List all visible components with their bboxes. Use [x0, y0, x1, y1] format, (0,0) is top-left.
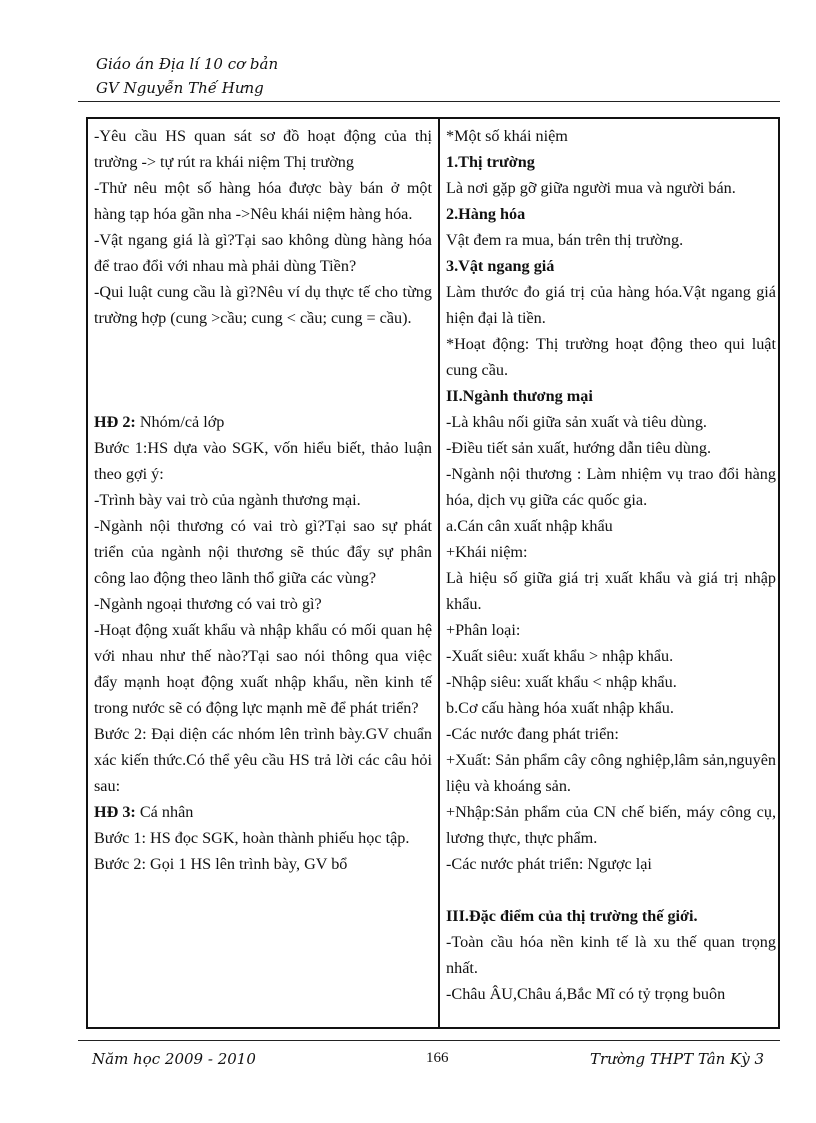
heading-trade: II.Ngành thương mại	[446, 387, 593, 405]
hd2-heading: HĐ 2: Nhóm/cả lớp	[94, 413, 225, 431]
trade-line-1: -Là khâu nối giữa sản xuất và tiêu dùng.	[446, 413, 707, 431]
header-rule	[78, 101, 780, 102]
footer-school: Trường THPT Tân Kỳ 3	[590, 1050, 765, 1068]
page-header	[96, 52, 278, 100]
trade-line-2: -Điều tiết sản xuất, hướng dẫn tiêu dùng.	[446, 439, 712, 457]
trade-line-4: a.Cán cân xuất nhập khẩu	[446, 517, 613, 535]
world-line-2: -Châu ÂU,Châu á,Bắc Mĩ có tỷ trọng buôn	[446, 985, 726, 1003]
spacer	[446, 877, 776, 903]
trade-line-13: +Nhập:Sản phẩm của CN chế biến, máy công cụ, lương thực, thực phẩm.	[446, 803, 776, 847]
heading-equivalent: 3.Vật ngang giá	[446, 257, 555, 275]
heading-goods: 2.Hàng hóa	[446, 205, 526, 223]
page-number: 166	[426, 1050, 449, 1066]
concepts-intro: *Một số khái niệm	[446, 127, 568, 145]
trade-line-7: +Phân loại:	[446, 621, 521, 639]
trade-line-5: +Khái niệm:	[446, 543, 528, 561]
left-para-5: Bước 1:HS dựa vào SGK, vốn hiểu biết, thảo luận theo gợi ý:	[94, 439, 432, 483]
trade-line-12: +Xuất: Sản phẩm cây công nghiệp,lâm sản,nguyên liệu và khoáng sản.	[446, 751, 776, 795]
left-para-10: Bước 2: Đại diện các nhóm lên trình bày.GV chuẩn xác kiến thức.Có thể yêu cầu HS trả lời các câu hỏi sau:	[94, 725, 432, 795]
left-para-9: -Hoạt động xuất khẩu và nhập khẩu có mối quan hệ với nhau như thế nào?Tại sao nói thông qua việc đẩy mạnh hoạt động xuất nhập khẩu, nền kinh tế trong nước sẽ có động lực mạnh mẽ để phát triển?	[94, 621, 432, 717]
hd3-heading: HĐ 3: Cá nhân	[94, 803, 194, 821]
left-para-12: Bước 2: Gọi 1 HS lên trình bày, GV bổ	[94, 855, 348, 873]
market-def: Là nơi gặp gỡ giữa người mua và người bán.	[446, 179, 736, 197]
trade-line-6: Là hiệu số giữa giá trị xuất khẩu và giá trị nhập khẩu.	[446, 569, 776, 613]
goods-def: Vật đem ra mua, bán trên thị trường.	[446, 231, 684, 249]
heading-market: 1.Thị trường	[446, 153, 535, 171]
left-para-4: -Qui luật cung cầu là gì?Nêu ví dụ thực tế cho từng trường hợp (cung >cầu; cung < cầu; cung = cầu).	[94, 283, 432, 327]
left-para-11: Bước 1: HS đọc SGK, hoàn thành phiếu học tập.	[94, 829, 410, 847]
footer-school-year: Năm học 2009 - 2010	[92, 1050, 256, 1068]
market-activity: *Hoạt động: Thị trường hoạt động theo qui luật cung cầu.	[446, 335, 776, 379]
spacer	[94, 331, 432, 409]
left-para-1: -Yêu cầu HS quan sát sơ đồ hoạt động của thị trường -> tự rút ra khái niệm Thị trường	[94, 127, 432, 171]
column-divider	[438, 119, 440, 1027]
heading-world-market: III.Đặc điểm của thị trường thế giới.	[446, 907, 698, 925]
left-para-3: -Vật ngang giá là gì?Tại sao không dùng hàng hóa để trao đổi với nhau mà phải dùng Tiền?	[94, 231, 432, 275]
header-course: Giáo án Địa lí 10 cơ bản	[96, 55, 279, 73]
lesson-table	[86, 117, 780, 1029]
left-para-8: -Ngành ngoại thương có vai trò gì?	[94, 595, 322, 613]
content-column	[446, 123, 776, 1007]
trade-line-10: b.Cơ cấu hàng hóa xuất nhập khẩu.	[446, 699, 674, 717]
trade-line-11: -Các nước đang phát triển:	[446, 725, 619, 743]
left-para-6: -Trình bày vai trò của ngành thương mại.	[94, 491, 361, 509]
activities-column	[94, 123, 432, 877]
left-para-7: -Ngành nội thương có vai trò gì?Tại sao sự phát triển của ngành nội thương sẽ thúc đẩy sự phân công lao động theo lãnh thổ giữa các vùng?	[94, 517, 432, 587]
trade-line-14: -Các nước phát triển: Ngược lại	[446, 855, 652, 873]
trade-line-9: -Nhập siêu: xuất khẩu < nhập khẩu.	[446, 673, 677, 691]
trade-line-3: -Ngành nội thương : Làm nhiệm vụ trao đổi hàng hóa, dịch vụ giữa các quốc gia.	[446, 465, 776, 509]
footer-rule	[78, 1040, 780, 1041]
world-line-1: -Toàn cầu hóa nền kinh tế là xu thế quan trọng nhất.	[446, 933, 776, 977]
equivalent-def: Làm thước đo giá trị của hàng hóa.Vật ngang giá hiện đại là tiền.	[446, 283, 776, 327]
header-teacher: GV Nguyễn Thế Hưng	[96, 79, 264, 97]
trade-line-8: -Xuất siêu: xuất khẩu > nhập khẩu.	[446, 647, 674, 665]
left-para-2: -Thử nêu một số hàng hóa được bày bán ở một hàng tạp hóa gần nha ->Nêu khái niệm hàng hóa.	[94, 179, 432, 223]
